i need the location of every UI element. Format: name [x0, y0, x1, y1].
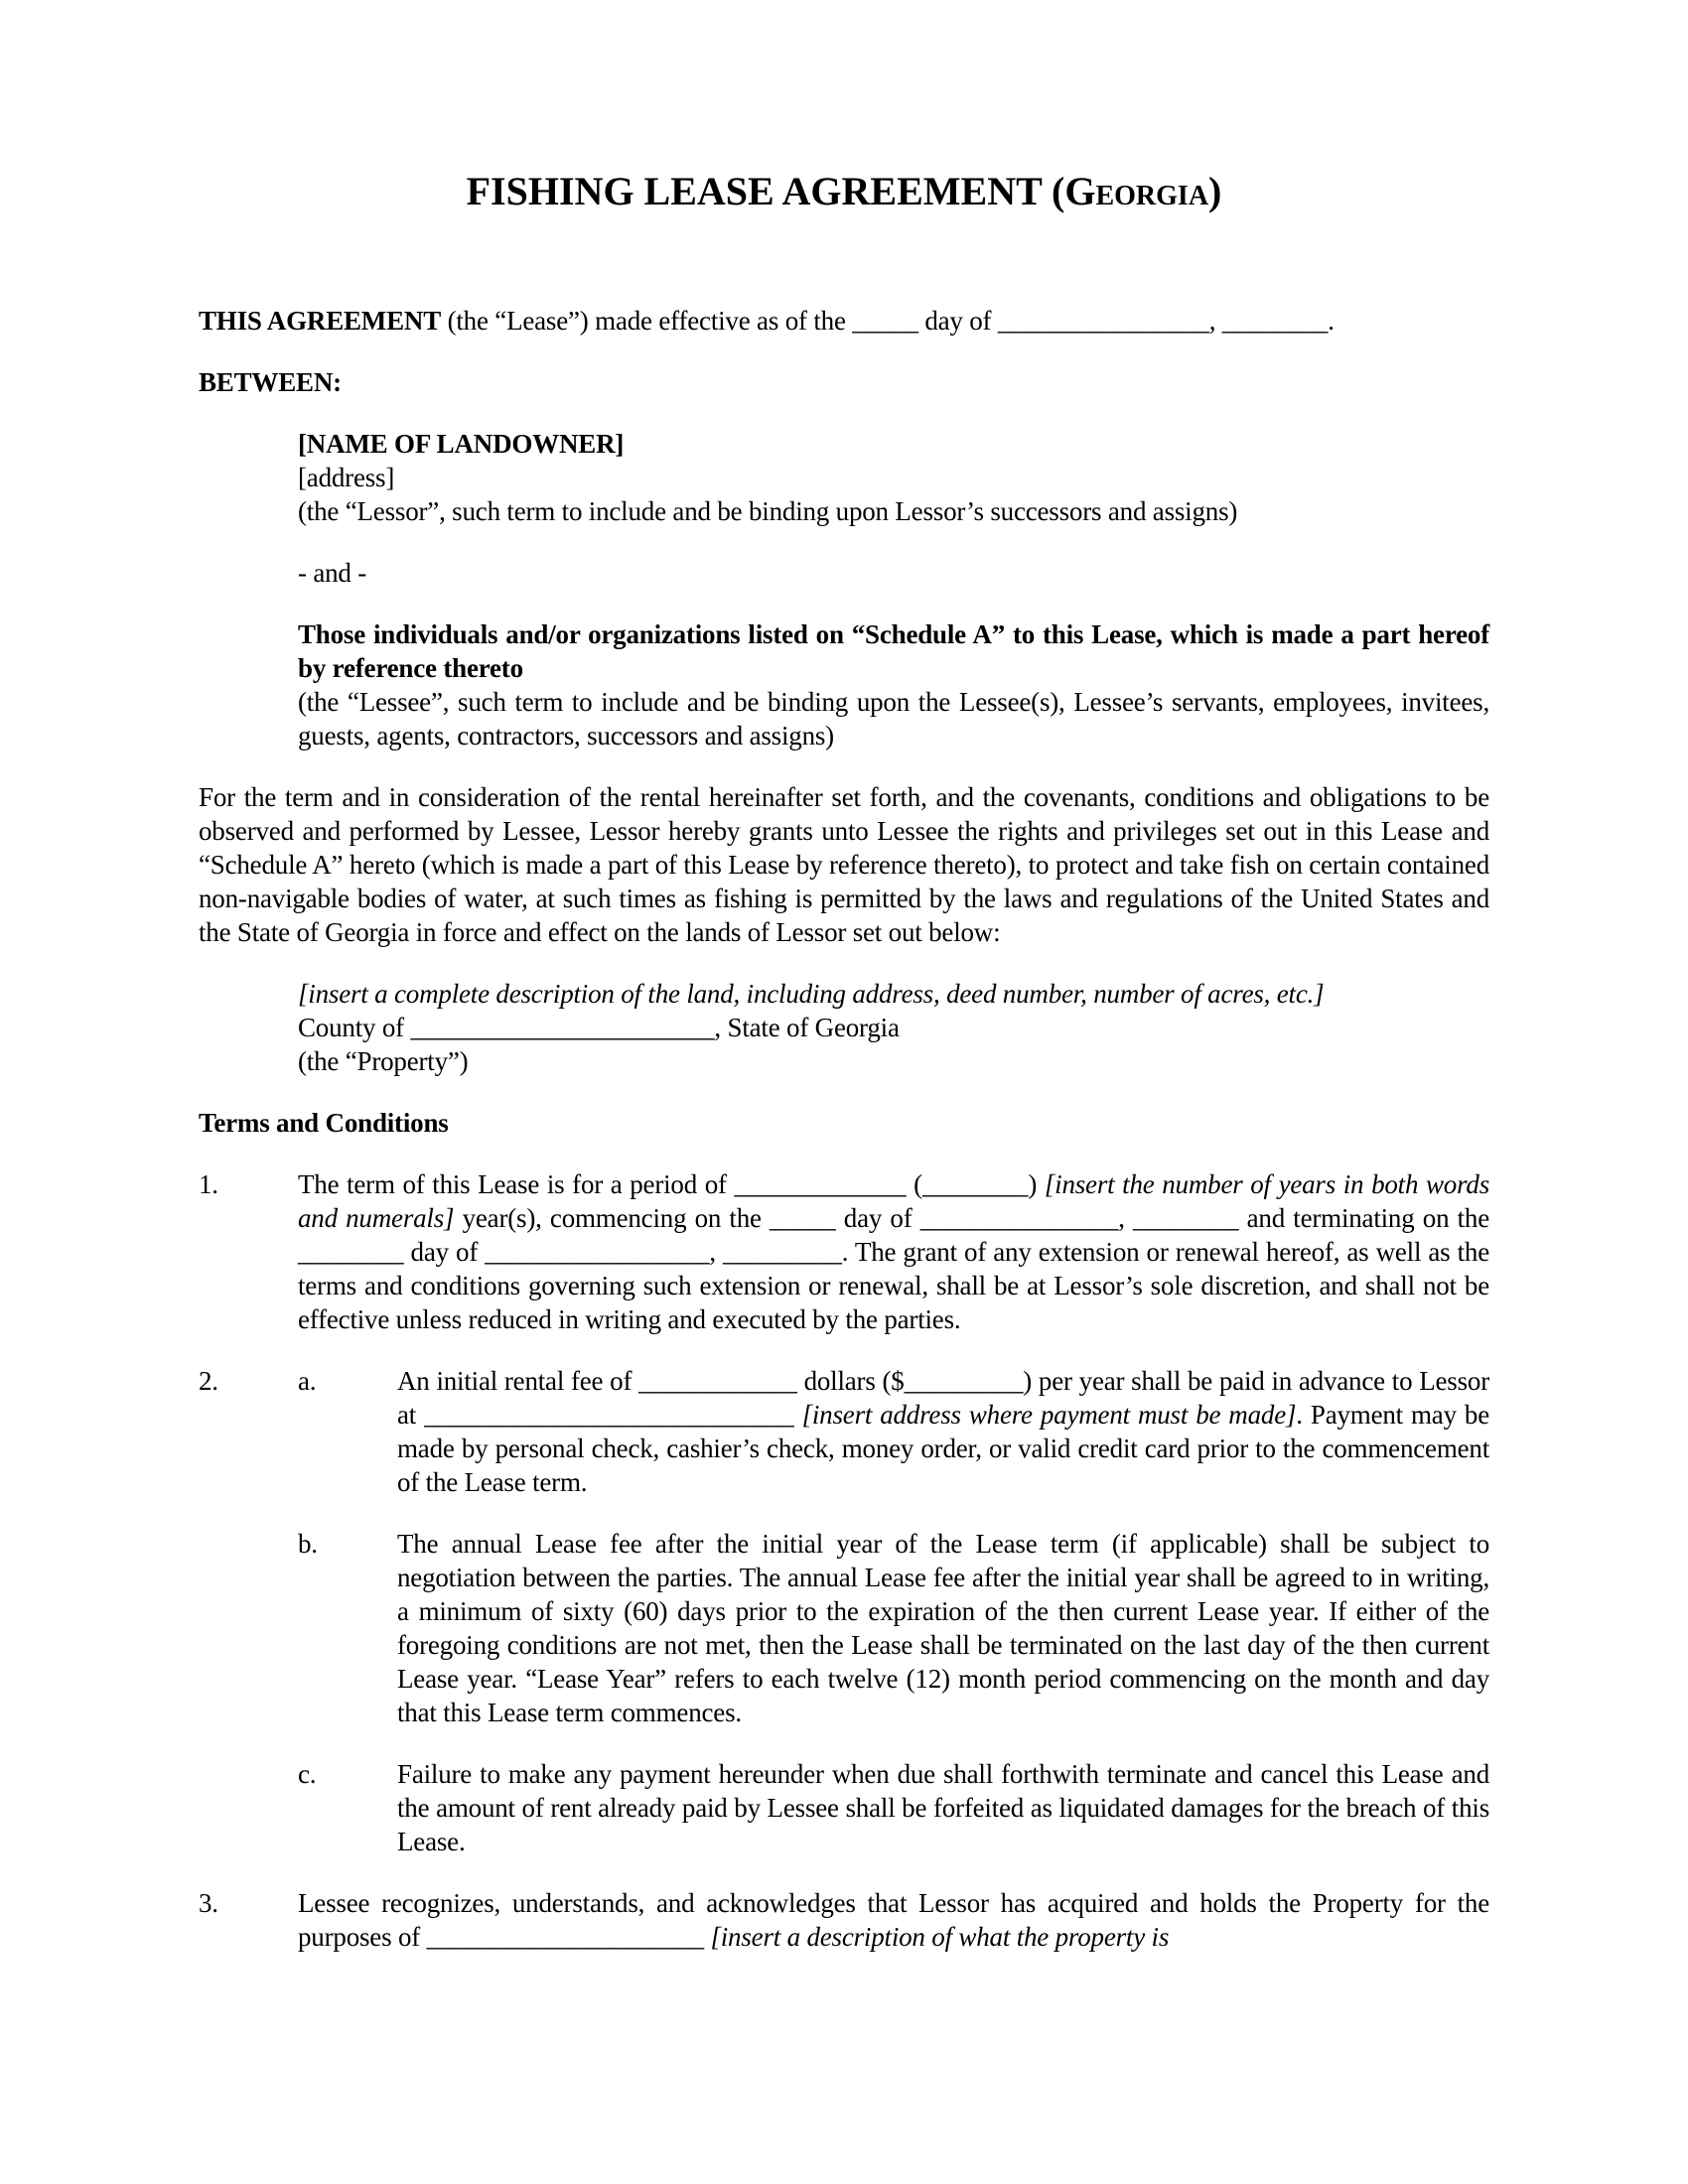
clause-2b-text: The annual Lease fee after the initial year of the Lease term (if applicable) shall be subject to negotiation between the parties. The annual Lease fee after the initial year shall be agreed to in writing, a minimum of sixty (60) days prior to the expiration of the then current Lease year. If either of the foregoing conditions are not met, then the Lease shall be terminated on the last day of the then current Lease year. “Lease Year” refers to each twelve (12) month period commencing on the month and day that this Lease term commences. — [397, 1529, 1489, 1727]
property-insert-instruction: [insert a complete description of the land, including address, deed number, number of acres, etc.] — [298, 979, 1325, 1009]
lessee-definition-note: (the “Lessee”, such term to include and be binding upon the Lessee(s), Lessee’s servants, employees, invitees, guests, agents, contractors, successors and assigns) — [298, 687, 1489, 751]
lessor-block — [298, 427, 1489, 528]
and-separator: - and - — [298, 558, 367, 588]
clause-2-body — [298, 1364, 1489, 1858]
title-state: Georgia — [1064, 169, 1209, 213]
clause-1 — [199, 1167, 1489, 1336]
clause-1-insert-instruction: [insert the number of years in both words and numerals] — [298, 1169, 1489, 1233]
intro-paragraph — [199, 304, 1489, 338]
between-label: BETWEEN: — [199, 367, 342, 397]
clause-2c-text: Failure to make any payment hereunder when due shall forthwith terminate and cancel this Lease and the amount of rent already paid by Lessee shall be forfeited as liquidated damages for the breach of this Lease. — [397, 1759, 1489, 1856]
clause-3-text — [298, 1886, 1489, 1954]
clause-3-number: 3. — [199, 1888, 218, 1918]
clause-1-text — [298, 1167, 1489, 1336]
lessor-address-placeholder: [address] — [298, 463, 395, 492]
clause-2a — [298, 1364, 1489, 1499]
clause-1-seg2: year(s), commencing on the _____ day of _______________, ________ and terminating on the ________ day of _________________, _________. The grant of any extension or renewal hereof, as well as the terms and conditions governing such extension or renewal, shall be at Lessor’s sole discretion, and shall not be effective unless reduced in writing and executed by the parties. — [298, 1203, 1489, 1334]
clause-2a-text — [397, 1364, 1489, 1499]
lessee-name: Those individuals and/or organizations listed on “Schedule A” to this Lease, which is made a part hereof by reference thereto — [298, 619, 1489, 683]
clause-2a-seg1: An initial rental fee of ____________ dollars ($_________) per year shall be paid in advance to Lessor at ____________________________ — [397, 1366, 1489, 1430]
clause-3-insert-instruction: [insert a description of what the property is — [710, 1922, 1170, 1952]
grant-paragraph: For the term and in consideration of the rental hereinafter set forth, and the covenants, conditions and obligations to be observed and performed by Lessee, Lessor hereby grants unto Lessee the rights and privileges set out in this Lease and “Schedule A” hereto (which is made a part of this Lease by reference thereto), to protect and take fish on certain contained non-navigable bodies of water, at such times as fishing is permitted by the laws and regulations of the United States and the State of Georgia in force and effect on the lands of Lessor set out below: — [199, 782, 1489, 947]
intro-lead: THIS AGREEMENT — [199, 306, 442, 336]
clause-2c — [298, 1757, 1489, 1858]
title-suffix: ) — [1208, 169, 1222, 213]
clause-2b — [298, 1527, 1489, 1729]
document-title — [199, 169, 1489, 214]
clause-2-number: 2. — [199, 1366, 218, 1396]
lessor-name-placeholder: [NAME OF LANDOWNER] — [298, 429, 625, 459]
clause-2a-seg2: . Payment may be made by personal check, cashier’s check, money order, or valid credit card prior to the commencement of the Lease term. — [397, 1400, 1489, 1497]
property-label: (the “Property”) — [298, 1046, 469, 1076]
clause-2 — [199, 1364, 1489, 1858]
clause-3 — [199, 1886, 1489, 1954]
lessor-definition-note: (the “Lessor”, such term to include and be binding upon Lessor’s successors and assigns) — [298, 496, 1238, 526]
clause-1-seg1: The term of this Lease is for a period of _____________ (________) — [298, 1169, 1045, 1199]
clause-2a-insert-instruction: [insert address where payment must be made] — [801, 1400, 1297, 1430]
lessee-block — [298, 617, 1489, 752]
clause-3-seg1: Lessee recognizes, understands, and acknowledges that Lessor has acquired and holds the Property for the purposes of _____________________ — [298, 1888, 1489, 1952]
title-prefix: FISHING LEASE AGREEMENT ( — [466, 169, 1065, 213]
terms-heading: Terms and Conditions — [199, 1108, 449, 1138]
county-line: County of _______________________, State of Georgia — [298, 1013, 900, 1042]
clause-2c-letter: c. — [298, 1759, 317, 1789]
clause-2b-letter: b. — [298, 1529, 318, 1559]
clause-2a-letter: a. — [298, 1366, 317, 1396]
intro-rest: (the “Lease”) made effective as of the _____ day of ________________, ________. — [441, 306, 1335, 336]
property-description-block — [298, 977, 1489, 1078]
clause-1-number: 1. — [199, 1169, 218, 1199]
